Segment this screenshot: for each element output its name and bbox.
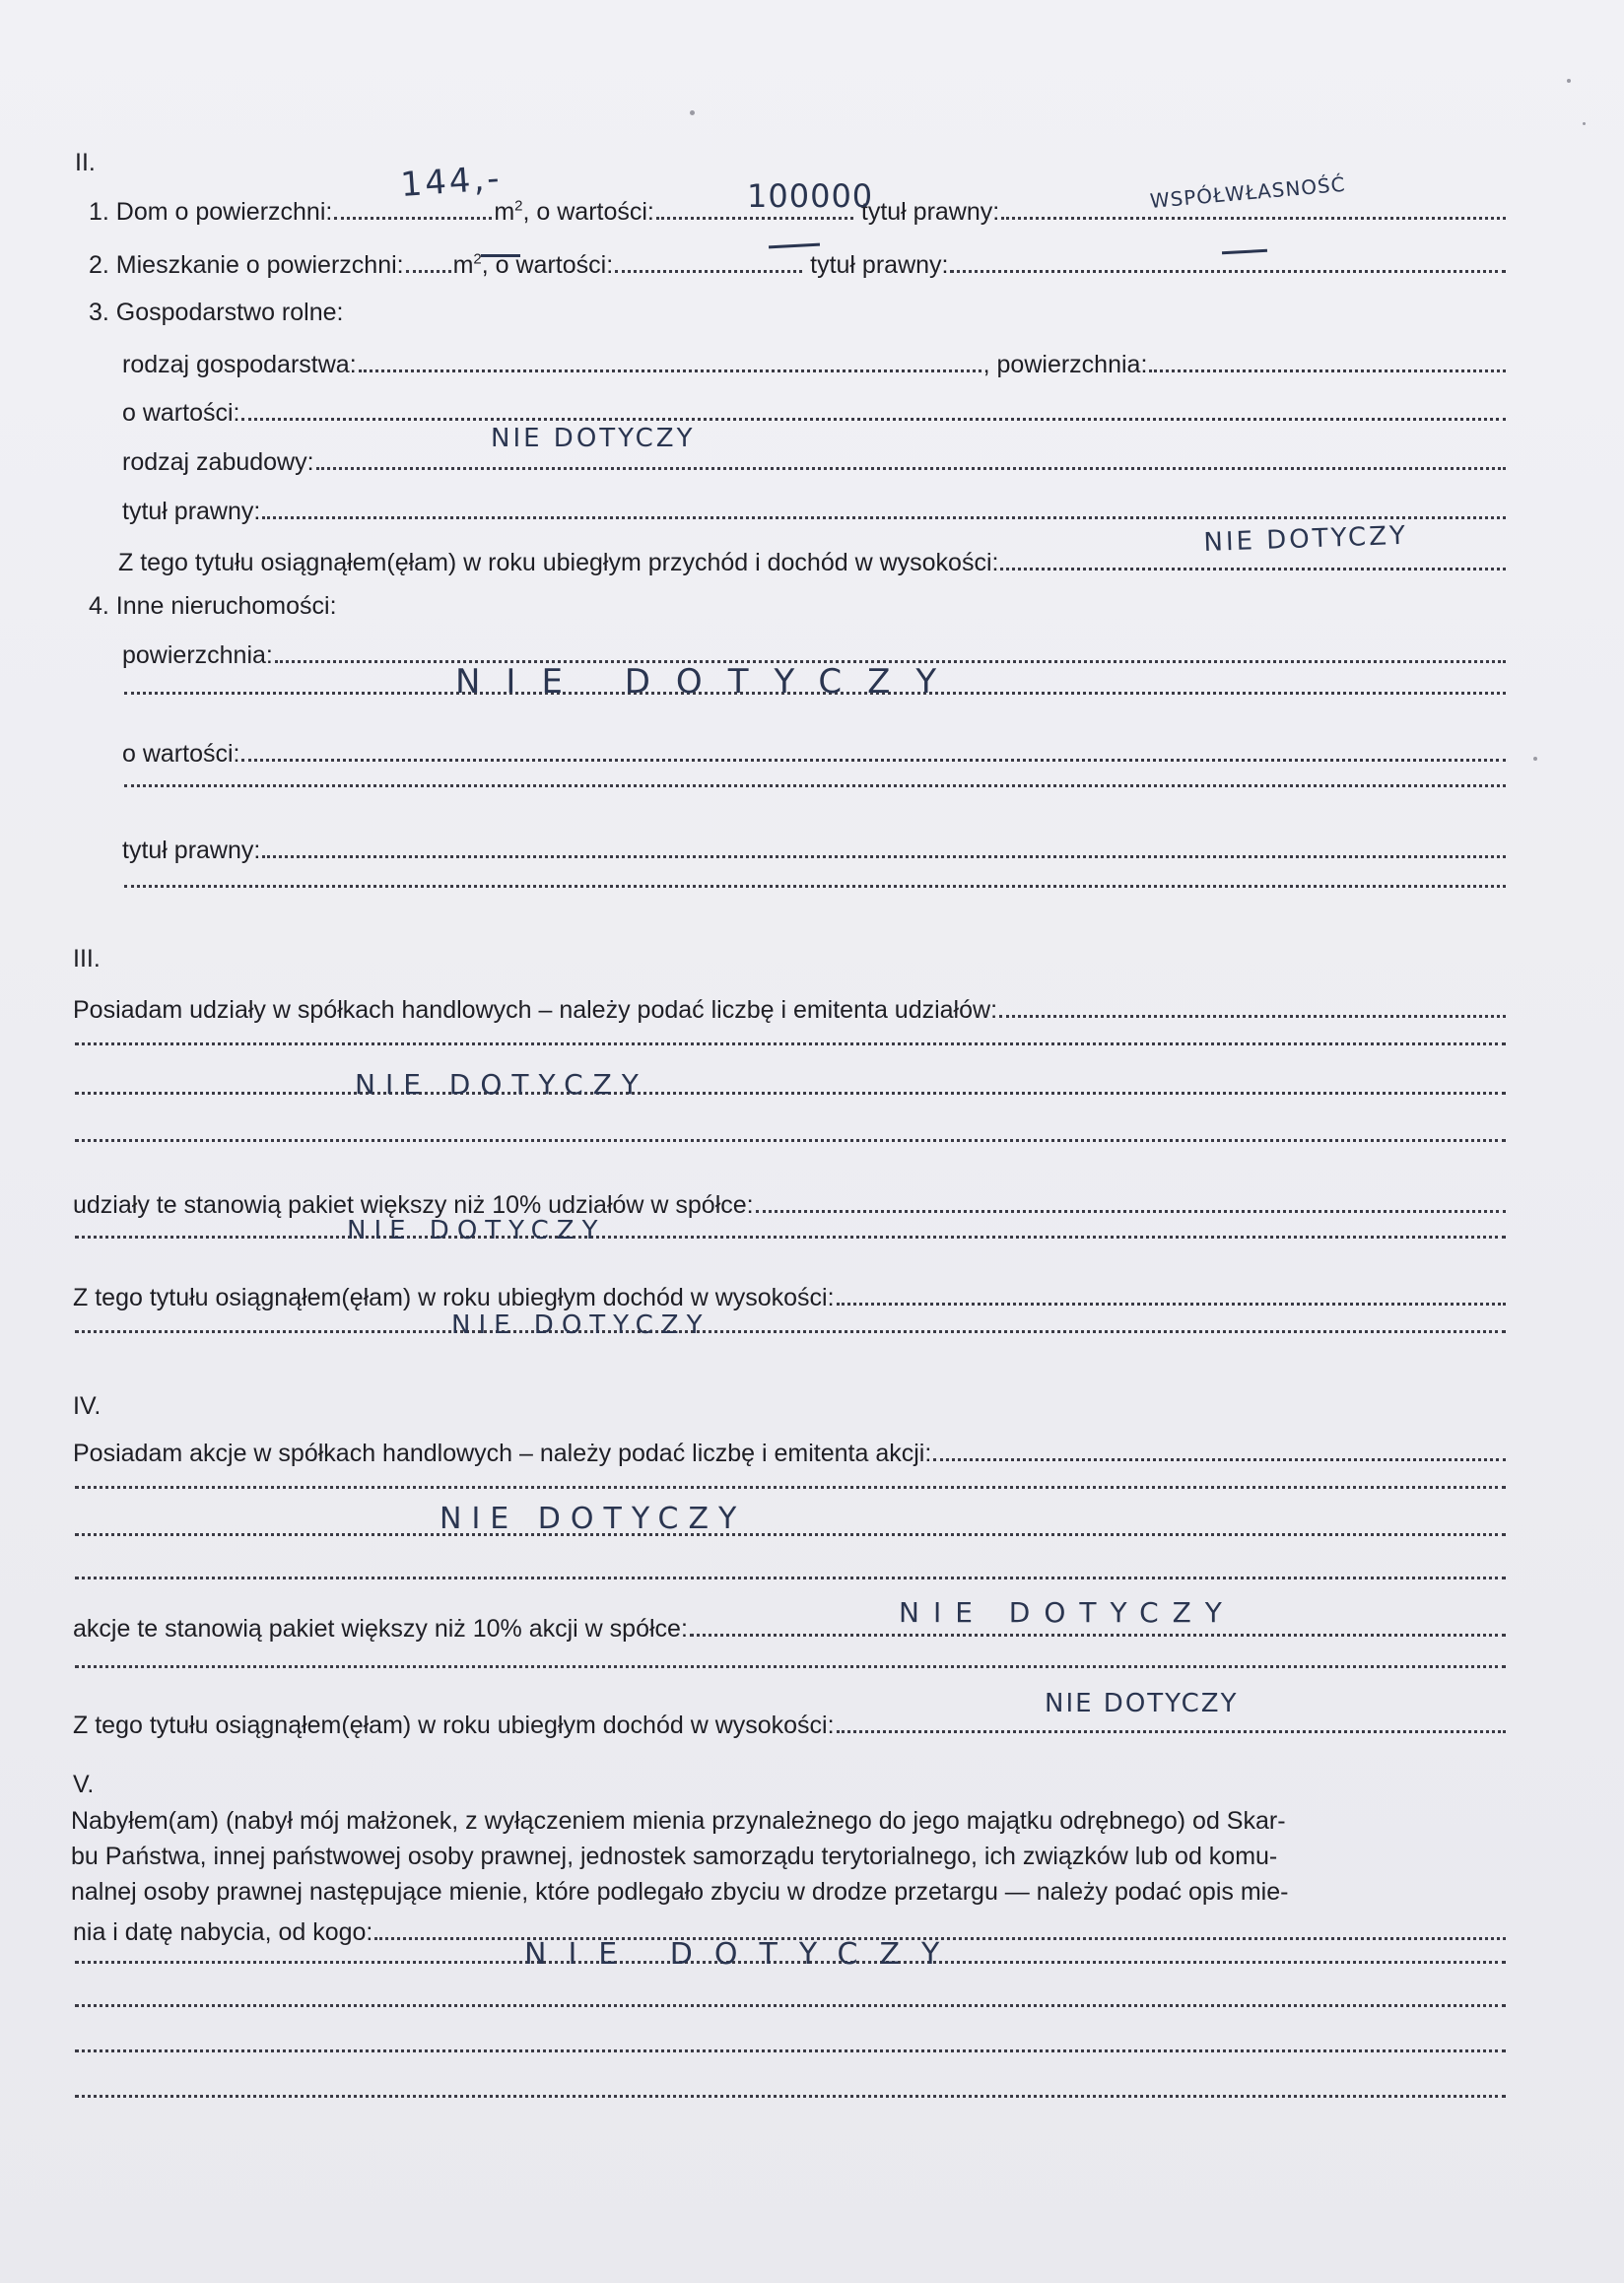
shares-package-extra-field <box>75 1236 1506 1239</box>
farm-title-field <box>262 516 1506 519</box>
section-v-text-line-2: bu Państwa, innej państwowej osoby prawnej, jednostek samorządu terytorialnego, ich związków lub od komu- <box>71 1843 1278 1870</box>
stocks-label: Posiadam akcje w spółkach handlowych – należy podać liczbę i emitenta akcji: <box>73 1440 932 1467</box>
farm-title-label: tytuł prawny: <box>122 498 261 525</box>
stocks-package-extra-field <box>75 1665 1506 1668</box>
shares-field <box>999 1015 1506 1018</box>
farm-value-field <box>241 418 1506 421</box>
apartment-area-dash <box>481 254 520 257</box>
scan-speck <box>1567 79 1571 83</box>
acquired-label: nia i datę nabycia, od kogo: <box>73 1918 373 1946</box>
other-value-line <box>122 739 1508 769</box>
acquired-extra-field <box>75 2004 1506 2007</box>
acquired-handwritten: NIE DOTYCZY <box>524 1937 962 1972</box>
shares-income-label: Z tego tytułu osiągnąłem(ęłam) w roku ubiegłym dochód w wysokości: <box>73 1284 835 1311</box>
apartment-line <box>89 250 1508 280</box>
stocks-package-extra-line <box>73 1665 1508 1675</box>
other-area-label: powierzchnia: <box>122 641 273 669</box>
other-title-extra-line <box>122 885 1508 895</box>
stocks-package-label: akcje te stanowią pakiet większy niż 10% akcji w spółce: <box>73 1615 688 1643</box>
shares-extra-field <box>75 1092 1506 1095</box>
stocks-extra-field <box>75 1486 1506 1489</box>
acquired-extra-field <box>75 2095 1506 2098</box>
shares-income-extra-line <box>73 1330 1508 1340</box>
stocks-income-line <box>73 1711 1508 1740</box>
farm-type-label: rodzaj gospodarstwa: <box>122 351 357 378</box>
farm-buildings-line <box>122 447 1508 477</box>
farm-label: 3. Gospodarstwo rolne: <box>89 299 344 326</box>
house-title-field <box>1001 217 1506 220</box>
apartment-unit: $m^2$ <box>452 250 482 279</box>
other-area-handwritten: NIE DOTYCZY <box>455 662 963 702</box>
shares-label: Posiadam udziały w spółkach handlowych – należy podać liczbę i emitenta udziałów: <box>73 996 998 1024</box>
stocks-income-handwritten: NIE DOTYCZY <box>1045 1689 1239 1718</box>
house-value-handwritten: 100000 <box>747 177 874 215</box>
shares-extra-field <box>75 1042 1506 1045</box>
shares-extra-line-2 <box>73 1092 1508 1102</box>
section-v-text-line-1: Nabyłem(am) (nabył mój małżonek, z wyłączeniem mienia przynależnego do jego majątku odrębnego) od Skar- <box>71 1807 1286 1835</box>
apartment-title-label: tytuł prawny: <box>810 251 949 279</box>
shares-income-handwritten: NIE DOTYCZY <box>451 1310 710 1340</box>
apartment-area-field <box>406 270 451 273</box>
farm-income-label: Z tego tytułu osiągnąłem(ęłam) w roku ubiegłym przychód i dochód w wysokości: <box>118 549 999 576</box>
farm-buildings-label: rodzaj zabudowy: <box>122 448 314 476</box>
section-iv-heading: IV. <box>73 1392 102 1420</box>
stocks-extra-line-3 <box>73 1577 1508 1586</box>
shares-package-label: udziały te stanowią pakiet większy niż 10% udziałów w spółce: <box>73 1191 754 1219</box>
shares-package-handwritten: NIE DOTYCZY <box>347 1216 606 1245</box>
farm-area-field <box>1149 369 1506 372</box>
house-unit: $m^2$ <box>494 197 523 226</box>
farm-buildings-handwritten: NIE DOTYCZY <box>491 424 696 453</box>
stocks-package-handwritten: NIE DOTYCZY <box>899 1596 1236 1629</box>
other-title-field <box>262 855 1506 858</box>
stocks-package-field <box>690 1634 1506 1637</box>
stocks-extra-field <box>75 1577 1506 1579</box>
farm-value-line <box>122 398 1508 428</box>
shares-income-line <box>73 1283 1508 1312</box>
farm-buildings-field <box>316 467 1506 470</box>
farm-income-handwritten: NIE DOTYCZY <box>1202 520 1409 558</box>
other-value-extra-line <box>122 784 1508 794</box>
acquired-extra-line-4 <box>73 2095 1508 2105</box>
stocks-line <box>73 1439 1508 1468</box>
house-area-handwritten: 144,- <box>399 158 504 205</box>
stocks-package-line <box>73 1614 1508 1644</box>
apartment-value-dash <box>769 243 820 249</box>
shares-package-line <box>73 1190 1508 1220</box>
section-v-text-line-3: nalnej osoby prawnej następujące mienie, które podlegało zbyciu w drodze przetargu — należy podać opis mie- <box>71 1878 1289 1906</box>
shares-package-field <box>756 1210 1506 1213</box>
farm-area-label: , powierzchnia: <box>982 351 1148 378</box>
acquired-extra-line-2 <box>73 2004 1508 2014</box>
shares-extra-field <box>75 1139 1506 1142</box>
scan-speck <box>690 110 695 115</box>
farm-income-field <box>1000 568 1506 571</box>
house-value-field <box>656 217 853 220</box>
stocks-extra-field <box>75 1533 1506 1536</box>
shares-handwritten: NIE DOTYCZY <box>355 1068 648 1101</box>
shares-package-extra-line <box>73 1236 1508 1245</box>
other-value-label: o wartości: <box>122 740 240 768</box>
shares-extra-line-3 <box>73 1139 1508 1149</box>
farm-value-label: o wartości: <box>122 399 240 427</box>
house-area-field <box>334 217 492 220</box>
stocks-handwritten: NIE DOTYCZY <box>440 1502 747 1536</box>
apartment-label: 2. Mieszkanie o powierzchni: <box>89 251 404 279</box>
scan-speck <box>1583 122 1586 125</box>
section-v-heading: V. <box>73 1771 95 1798</box>
farm-heading-line <box>89 298 343 327</box>
house-label: 1. Dom o powierzchni: <box>89 198 333 226</box>
shares-line <box>73 995 1508 1025</box>
house-title-label: tytuł prawny: <box>860 198 1000 226</box>
section-iii-heading: III. <box>73 945 101 973</box>
other-value-extra-field <box>124 784 1506 787</box>
acquired-extra-line-3 <box>73 2049 1508 2059</box>
farm-type-field <box>359 369 981 372</box>
other-heading-line <box>89 591 337 621</box>
other-label: 4. Inne nieruchomości: <box>89 592 337 620</box>
house-value-label: , o wartości: <box>522 198 654 226</box>
stocks-extra-line-1 <box>73 1486 1508 1496</box>
apartment-value-label: , o wartości: <box>481 251 614 279</box>
apartment-value-field <box>615 270 802 273</box>
farm-type-line <box>122 350 1508 379</box>
other-value-field <box>241 759 1506 762</box>
shares-income-field <box>837 1303 1506 1306</box>
stocks-income-field <box>837 1730 1506 1733</box>
scan-speck <box>1533 757 1537 761</box>
shares-income-extra-field <box>75 1330 1506 1333</box>
section-ii-heading: II. <box>75 149 96 176</box>
other-title-label: tytuł prawny: <box>122 837 261 864</box>
apartment-title-field <box>950 270 1506 273</box>
farm-title-line <box>122 497 1508 526</box>
stocks-field <box>933 1458 1506 1461</box>
other-title-extra-field <box>124 885 1506 888</box>
house-title-handwritten: WSPÓŁWŁASNOŚĆ <box>1148 171 1347 213</box>
stocks-income-label: Z tego tytułu osiągnąłem(ęłam) w roku ubiegłym dochód w wysokości: <box>73 1712 835 1739</box>
other-title-line <box>122 836 1508 865</box>
stocks-extra-line-2 <box>73 1533 1508 1543</box>
acquired-extra-field <box>75 2049 1506 2052</box>
shares-extra-line-1 <box>73 1042 1508 1052</box>
